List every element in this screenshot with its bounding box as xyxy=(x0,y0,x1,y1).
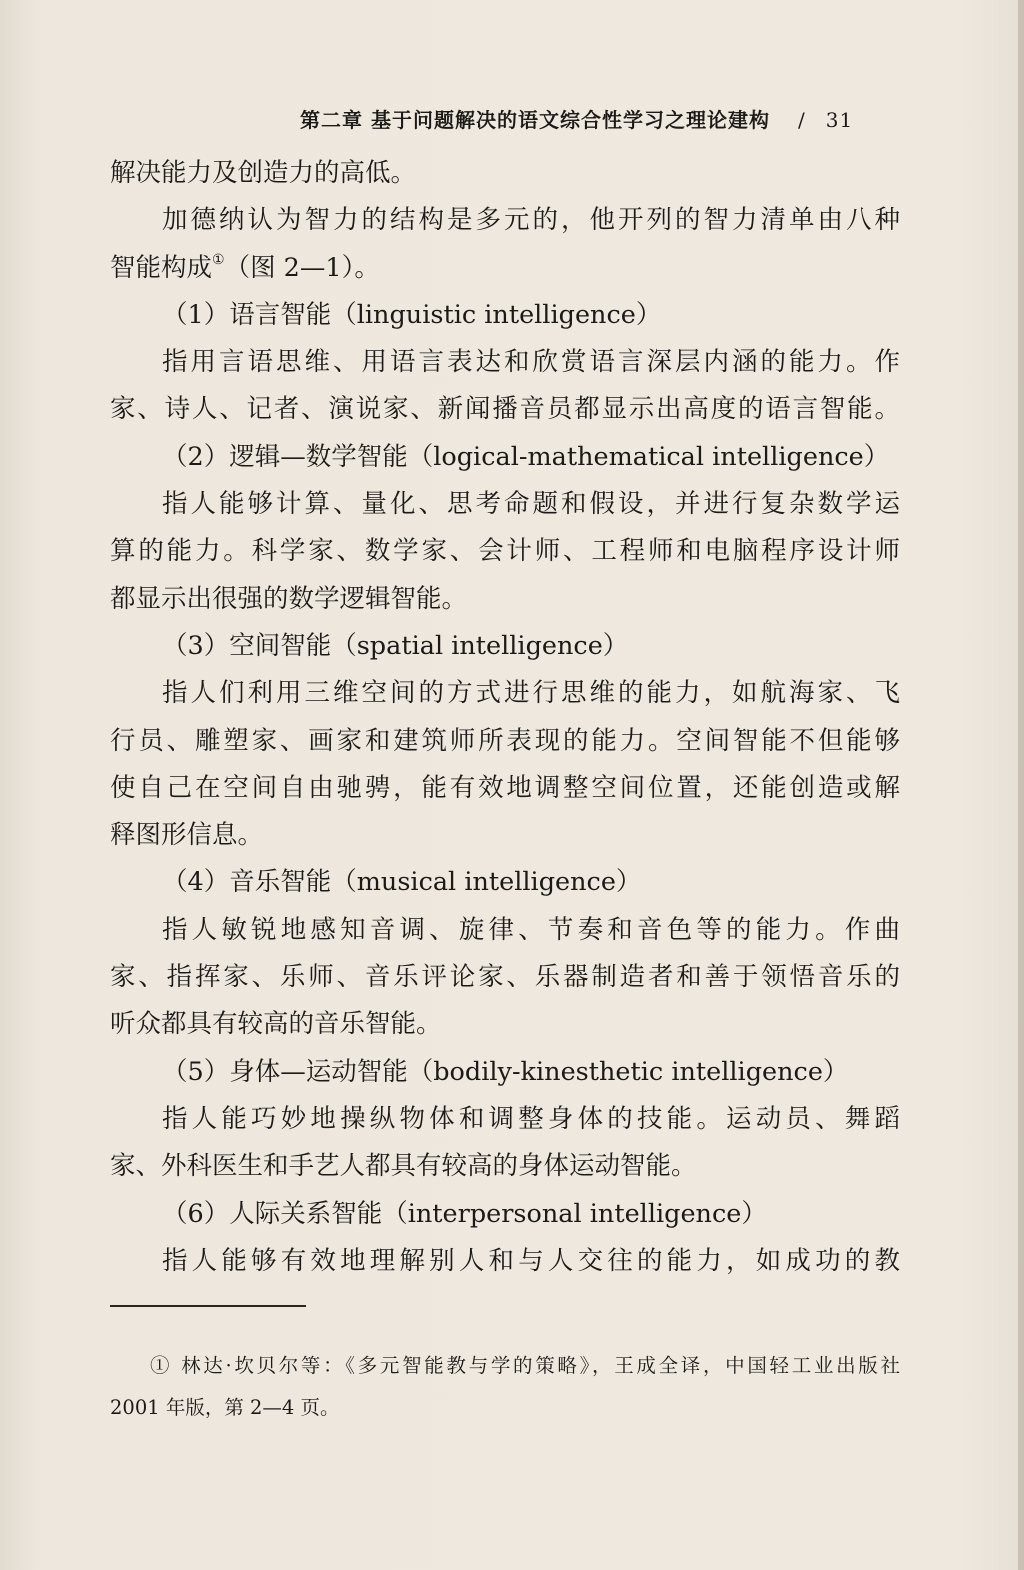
text-line: 算的能力。科学家、数学家、会计师、工程师和电脑程序设计师 xyxy=(110,536,900,567)
text-line: 指人敏锐地感知音调、旋律、节奏和音色等的能力。作曲 xyxy=(162,914,900,945)
section-heading: （5）身体—运动智能（bodily-kinesthetic intelligence） xyxy=(162,1056,849,1087)
text-line: 加德纳认为智力的结构是多元的，他开列的智力清单由八种 xyxy=(162,205,900,236)
chapter-title: 第二章 基于问题解决的语文综合性学习之理论建构 xyxy=(300,108,770,132)
figure-reference: （图 2—1）。 xyxy=(224,252,380,283)
page-edge xyxy=(1018,0,1024,1570)
text-line: 都显示出很强的数学逻辑智能。 xyxy=(110,583,468,614)
footnote xyxy=(110,1345,900,1429)
text-line: 释图形信息。 xyxy=(110,820,264,851)
header-separator: / xyxy=(797,108,806,132)
text-line: 家、外科医生和手艺人都具有较高的身体运动智能。 xyxy=(110,1151,697,1182)
text-line-part: 智能构成 xyxy=(110,252,213,283)
footnote-marker: ① xyxy=(212,251,225,268)
text-line xyxy=(110,245,900,292)
section-heading: （4）音乐智能（musical intelligence） xyxy=(162,867,642,898)
text-line: 指用言语思维、用语言表达和欣赏语言深层内涵的能力。作 xyxy=(162,347,900,378)
section-heading: （2）逻辑—数学智能（logical-mathematical intelligence） xyxy=(162,441,890,472)
text-line: 指人能够计算、量化、思考命题和假设，并进行复杂数学运 xyxy=(162,489,900,520)
text-line: 解决能力及创造力的高低。 xyxy=(110,158,417,188)
section-heading: （1）语言智能（linguistic intelligence） xyxy=(162,299,662,330)
footnote-divider xyxy=(110,1305,306,1307)
text-line: 家、诗人、记者、演说家、新闻播音员都显示出高度的语言智能。 xyxy=(110,394,900,425)
text-line: 行员、雕塑家、画家和建筑师所表现的能力。空间智能不但能够 xyxy=(110,725,900,756)
running-header xyxy=(300,104,874,133)
section-heading: （3）空间智能（spatial intelligence） xyxy=(162,630,629,661)
footnote-line: ① 林达·坎贝尔等：《多元智能教与学的策略》，王成全译，中国轻工业出版社 xyxy=(150,1354,900,1377)
text-line: 指人们利用三维空间的方式进行思维的能力，如航海家、飞 xyxy=(162,678,900,709)
section-heading: （6）人际关系智能（interpersonal intelligence） xyxy=(162,1198,767,1229)
text-line: 家、指挥家、乐师、音乐评论家、乐器制造者和善于领悟音乐的 xyxy=(110,962,900,993)
text-line: 指人能巧妙地操纵物体和调整身体的技能。运动员、舞蹈 xyxy=(162,1103,900,1134)
body-text xyxy=(110,150,900,1285)
text-line: 使自己在空间自由驰骋，能有效地调整空间位置，还能创造或解 xyxy=(110,772,900,803)
page-number: 31 xyxy=(825,108,854,132)
footnote-line: 2001 年版，第 2—4 页。 xyxy=(110,1396,340,1419)
text-line: 指人能够有效地理解别人和与人交往的能力，如成功的教 xyxy=(162,1245,900,1276)
text-line: 听众都具有较高的音乐智能。 xyxy=(110,1009,442,1040)
